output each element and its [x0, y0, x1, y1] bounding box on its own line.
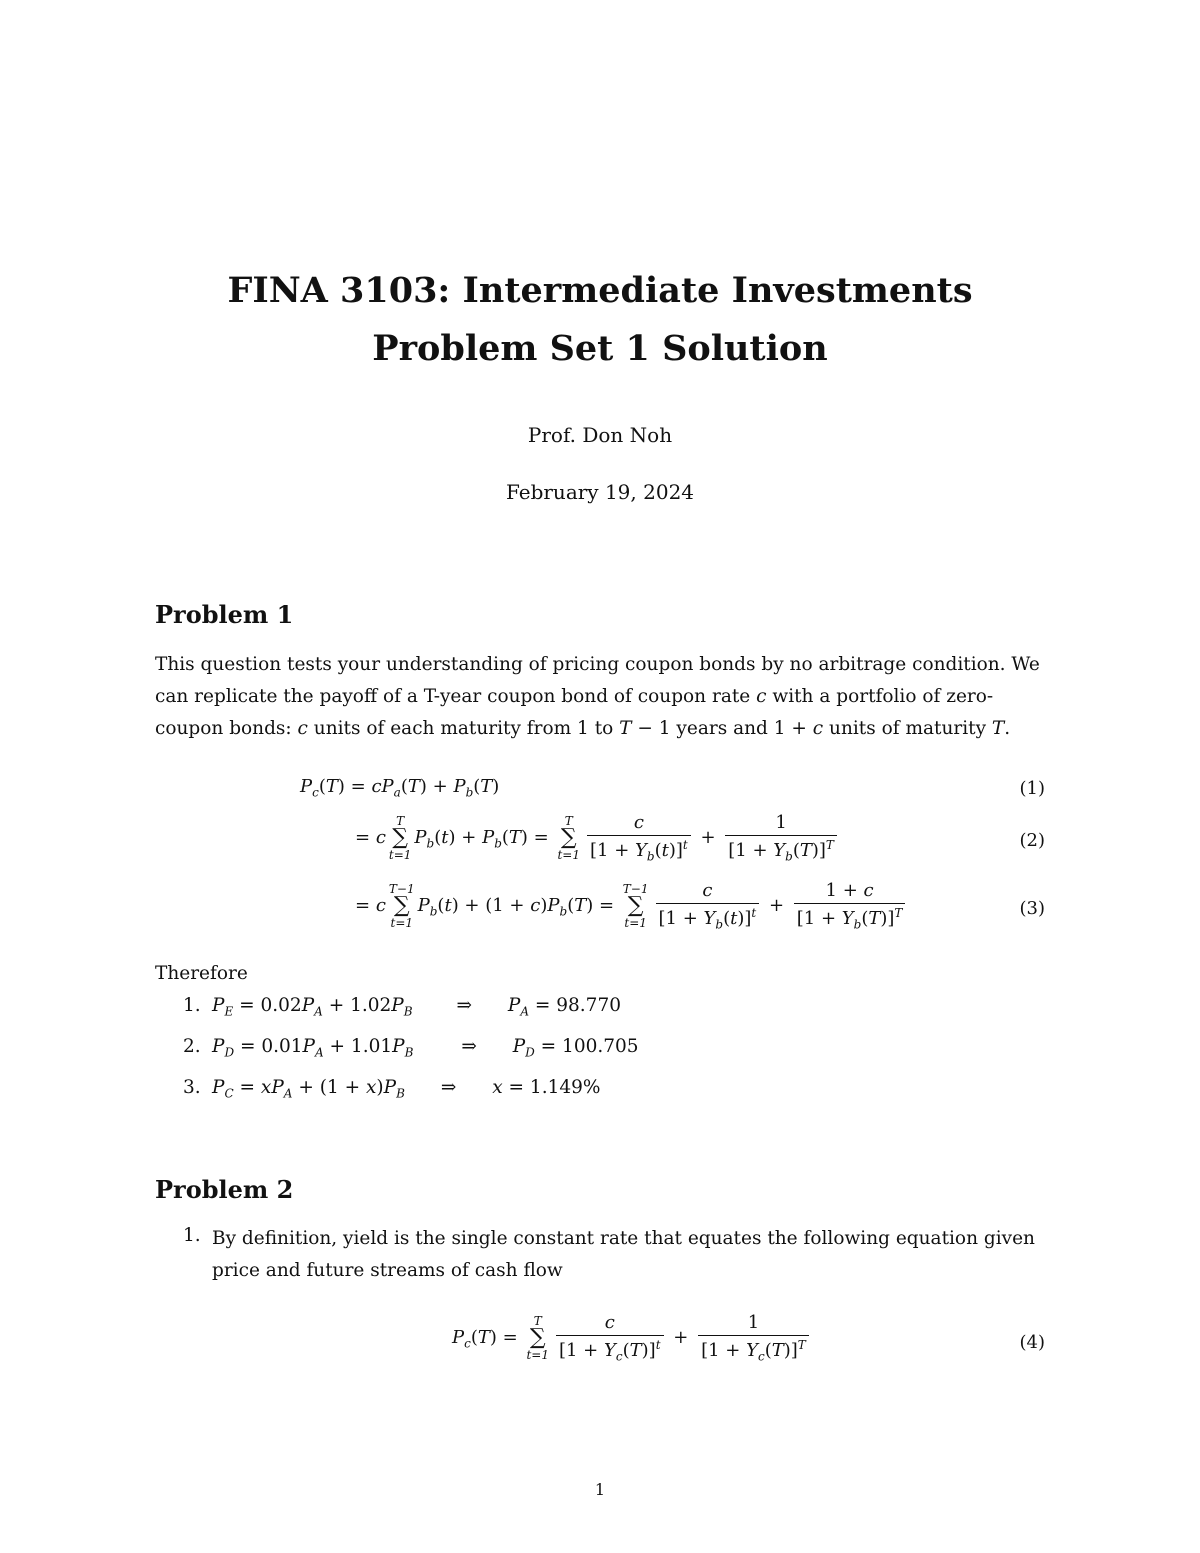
equation-1: $P_c(T) = cP_a(T) + P_b(T)$: [300, 776, 500, 800]
problem-2-item-1-text: By definition, yield is the single constant rate that equates the following equation given price and future streams of cash flow: [212, 1228, 1035, 1281]
equation-2: = c T ∑ t=1 $P_b(t) + P_b(T)$ = T ∑ t=1 $\frac{c}{[1 + Y_b(t)]^t}$ + $\frac{1}{[1 + Y_b(T)]^T}$: [355, 812, 841, 864]
equation-2-number: (2): [1019, 830, 1045, 851]
equation-3: = c T−1 ∑ t=1 $P_b(t) + (1 + c)P_b(T)$ = T−1 ∑ t=1 $\frac{c}{[1 + Y_b(t)]^t}$ + $\frac{1 + c}{[1 + Y_b(T)]^T}$: [355, 880, 909, 932]
problem-1-heading: Problem 1: [155, 600, 294, 629]
problem-2-item-1-number: 1.: [183, 1225, 201, 1246]
equation-1-number: (1): [1019, 778, 1045, 799]
list-item-2-number: 2.: [183, 1036, 201, 1057]
page-number: 1: [594, 1480, 606, 1499]
problem-2-heading: Problem 2: [155, 1175, 294, 1204]
document-title: FINA 3103: Intermediate Investments: [227, 270, 973, 311]
list-item-1: $P_E = 0.02P_A + 1.02P_B$ ⇒ $P_A = 98.770$: [212, 995, 621, 1019]
equation-3-number: (3): [1019, 898, 1045, 919]
problem-1-intro: This question tests your understanding of pricing coupon bonds by no arbitrage condition. We can replicate the payoff of a T-year coupon bond of coupon rate c with a portfolio of zero-coupon bonds: c units of each maturity from 1 to T − 1 years and 1 + c units of maturity T.: [155, 654, 1040, 739]
list-item-3: $P_C = xP_A + (1 + x)P_B$ ⇒ x = 1.149%: [212, 1077, 601, 1101]
equation-4: $P_c(T)$ = T ∑ t=1 $\frac{c}{[1 + Y_c(T)]^t}$ + $\frac{1}{[1 + Y_c(T)]^T}$: [452, 1312, 813, 1364]
list-item-1-number: 1.: [183, 995, 201, 1016]
list-item-3-number: 3.: [183, 1077, 201, 1098]
therefore-text: Therefore: [155, 963, 248, 984]
list-item-2: $P_D = 0.01P_A + 1.01P_B$ ⇒ $P_D = 100.705$: [212, 1036, 639, 1060]
date: February 19, 2024: [505, 480, 695, 504]
author: Prof. Don Noh: [527, 423, 673, 447]
equation-4-number: (4): [1019, 1332, 1045, 1353]
document-subtitle: Problem Set 1 Solution: [372, 328, 828, 369]
